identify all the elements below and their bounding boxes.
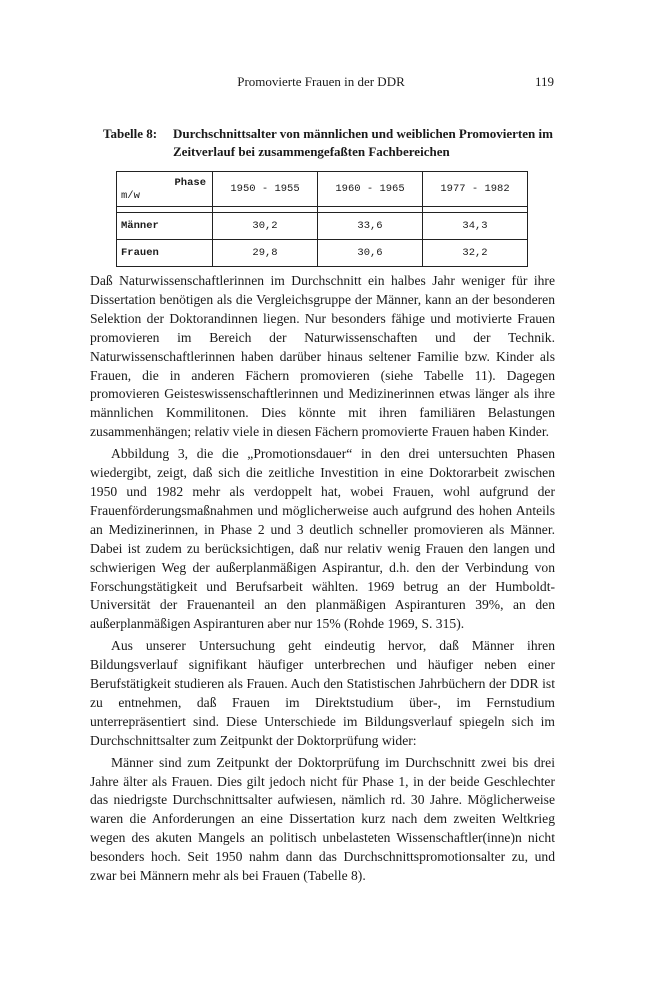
corner-phase-label: Phase <box>174 177 206 189</box>
running-title: Promovierte Frauen in der DDR <box>237 74 405 89</box>
paragraph: Abbildung 3, die die „Promotionsdauer“ in den drei untersuchten Phasen wiedergibt, zeigt, daß sich die zeitliche Investition in eine Doktorarbeit zwischen 1950 und 1982 mehr als verdoppelt hat, wobei Frauen, wohl aufgrund der Frauenförderungsmaßnahmen und möglicherweise auch aufgrund des hohen Anteils an Medizinerinnen, in Phase 2 und 3 deutlich schneller promovieren als Männer. Dabei ist zudem zu berücksichtigen, daß nur relativ wenig Frauen den langen und schwierigen Weg der außerplanmäßigen Aspirantur, d.h. den der Verbindung von Forschungstätigkeit und Berufsarbeit wählten. 1969 betrug an der Humboldt-Universität der Frauenanteil an den planmäßigen Aspiranturen 39%, an den außerplanmäßigen Aspiranturen aber nur 15% (Rohde 1969, S. 315). <box>90 446 555 632</box>
table-cell: 34,3 <box>423 213 528 240</box>
body-text <box>90 272 555 889</box>
table-cell: 29,8 <box>213 240 318 267</box>
paragraph: Männer sind zum Zeitpunkt der Doktorprüfung im Durchschnitt zwei bis drei Jahre älter als Frauen. Dies gilt jedoch nicht für Phase 1, in der beide Geschlechter das niedrigste Durchschnittsalter aufwiesen, nämlich rd. 30 Jahre. Möglicherweise waren die Anforderungen an eine Dissertation kurz nach dem zweiten Weltkrieg wegen des akuten Mangels an politisch unbelasteten Wissenschaftler(inne)n nicht besonders hoch. Seit 1950 nahm dann das Durchschnittspromotionsalter zu, und zwar bei Männern mehr als bei Frauen (Tabelle 8). <box>90 754 555 884</box>
table-row-maenner <box>117 213 528 240</box>
table-cell: 30,2 <box>213 213 318 240</box>
page-number: 119 <box>534 74 554 89</box>
column-header: 1950 - 1955 <box>213 172 318 207</box>
column-header: 1977 - 1982 <box>423 172 528 207</box>
row-label: Männer <box>117 213 213 240</box>
table-cell: 32,2 <box>423 240 528 267</box>
age-table <box>116 171 528 267</box>
row-label: Frauen <box>117 240 213 267</box>
table-row-frauen <box>117 240 528 267</box>
column-header: 1960 - 1965 <box>318 172 423 207</box>
paragraph: Daß Naturwissenschaftlerinnen im Durchschnitt ein halbes Jahr weniger für ihre Dissertation benötigen als die Vergleichsgruppe der Männer, kann an der besonderen Selektion der Doktorandinnen liegen. Nur besonders fähige und motivierte Frauen promovieren im Bereich der Naturwissenschaften und der Technik. Naturwissenschaftlerinnen haben darüber hinaus seltener Familie bzw. Kinder als Frauen, die in anderen Fächern promovieren (siehe Tabelle 11). Dagegen promovieren Geisteswissenschaftlerinnen und Medizinerinnen etwas länger als ihre männlichen Kommilitonen. Dies könnte mit ihren familiären Belastungen zusammenhängen; relativ viele in diesen Fächern promovierte Frauen haben Kinder. <box>90 273 555 440</box>
table-corner-cell <box>117 172 213 207</box>
table-caption-label: Tabelle 8: <box>103 126 158 141</box>
table-cell: 30,6 <box>318 240 423 267</box>
table-cell: 33,6 <box>318 213 423 240</box>
paragraph: Aus unserer Untersuchung geht eindeutig hervor, daß Männer ihren Bildungsverlauf signifikant häufiger unterbrechen und häufiger neben einer Berufstätigkeit studieren als Frauen. Auch den Statistischen Jahrbüchern der DDR ist zu entnehmen, daß Frauen im Direktstudium über-, im Fernstudium unterrepräsentiert sind. Diese Unterschiede im Bildungsverlauf spiegeln sich im Durchschnittsalter zum Zeitpunkt der Doktorprüfung wider: <box>90 638 555 748</box>
page-header <box>88 74 554 92</box>
corner-mw-label: m/w <box>121 190 140 202</box>
table-header-row <box>117 172 528 207</box>
table-caption-text: Durchschnittsalter von männlichen und weiblichen Promovierten im Zeitverlauf bei zusammengefaßten Fachbereichen <box>173 126 553 159</box>
